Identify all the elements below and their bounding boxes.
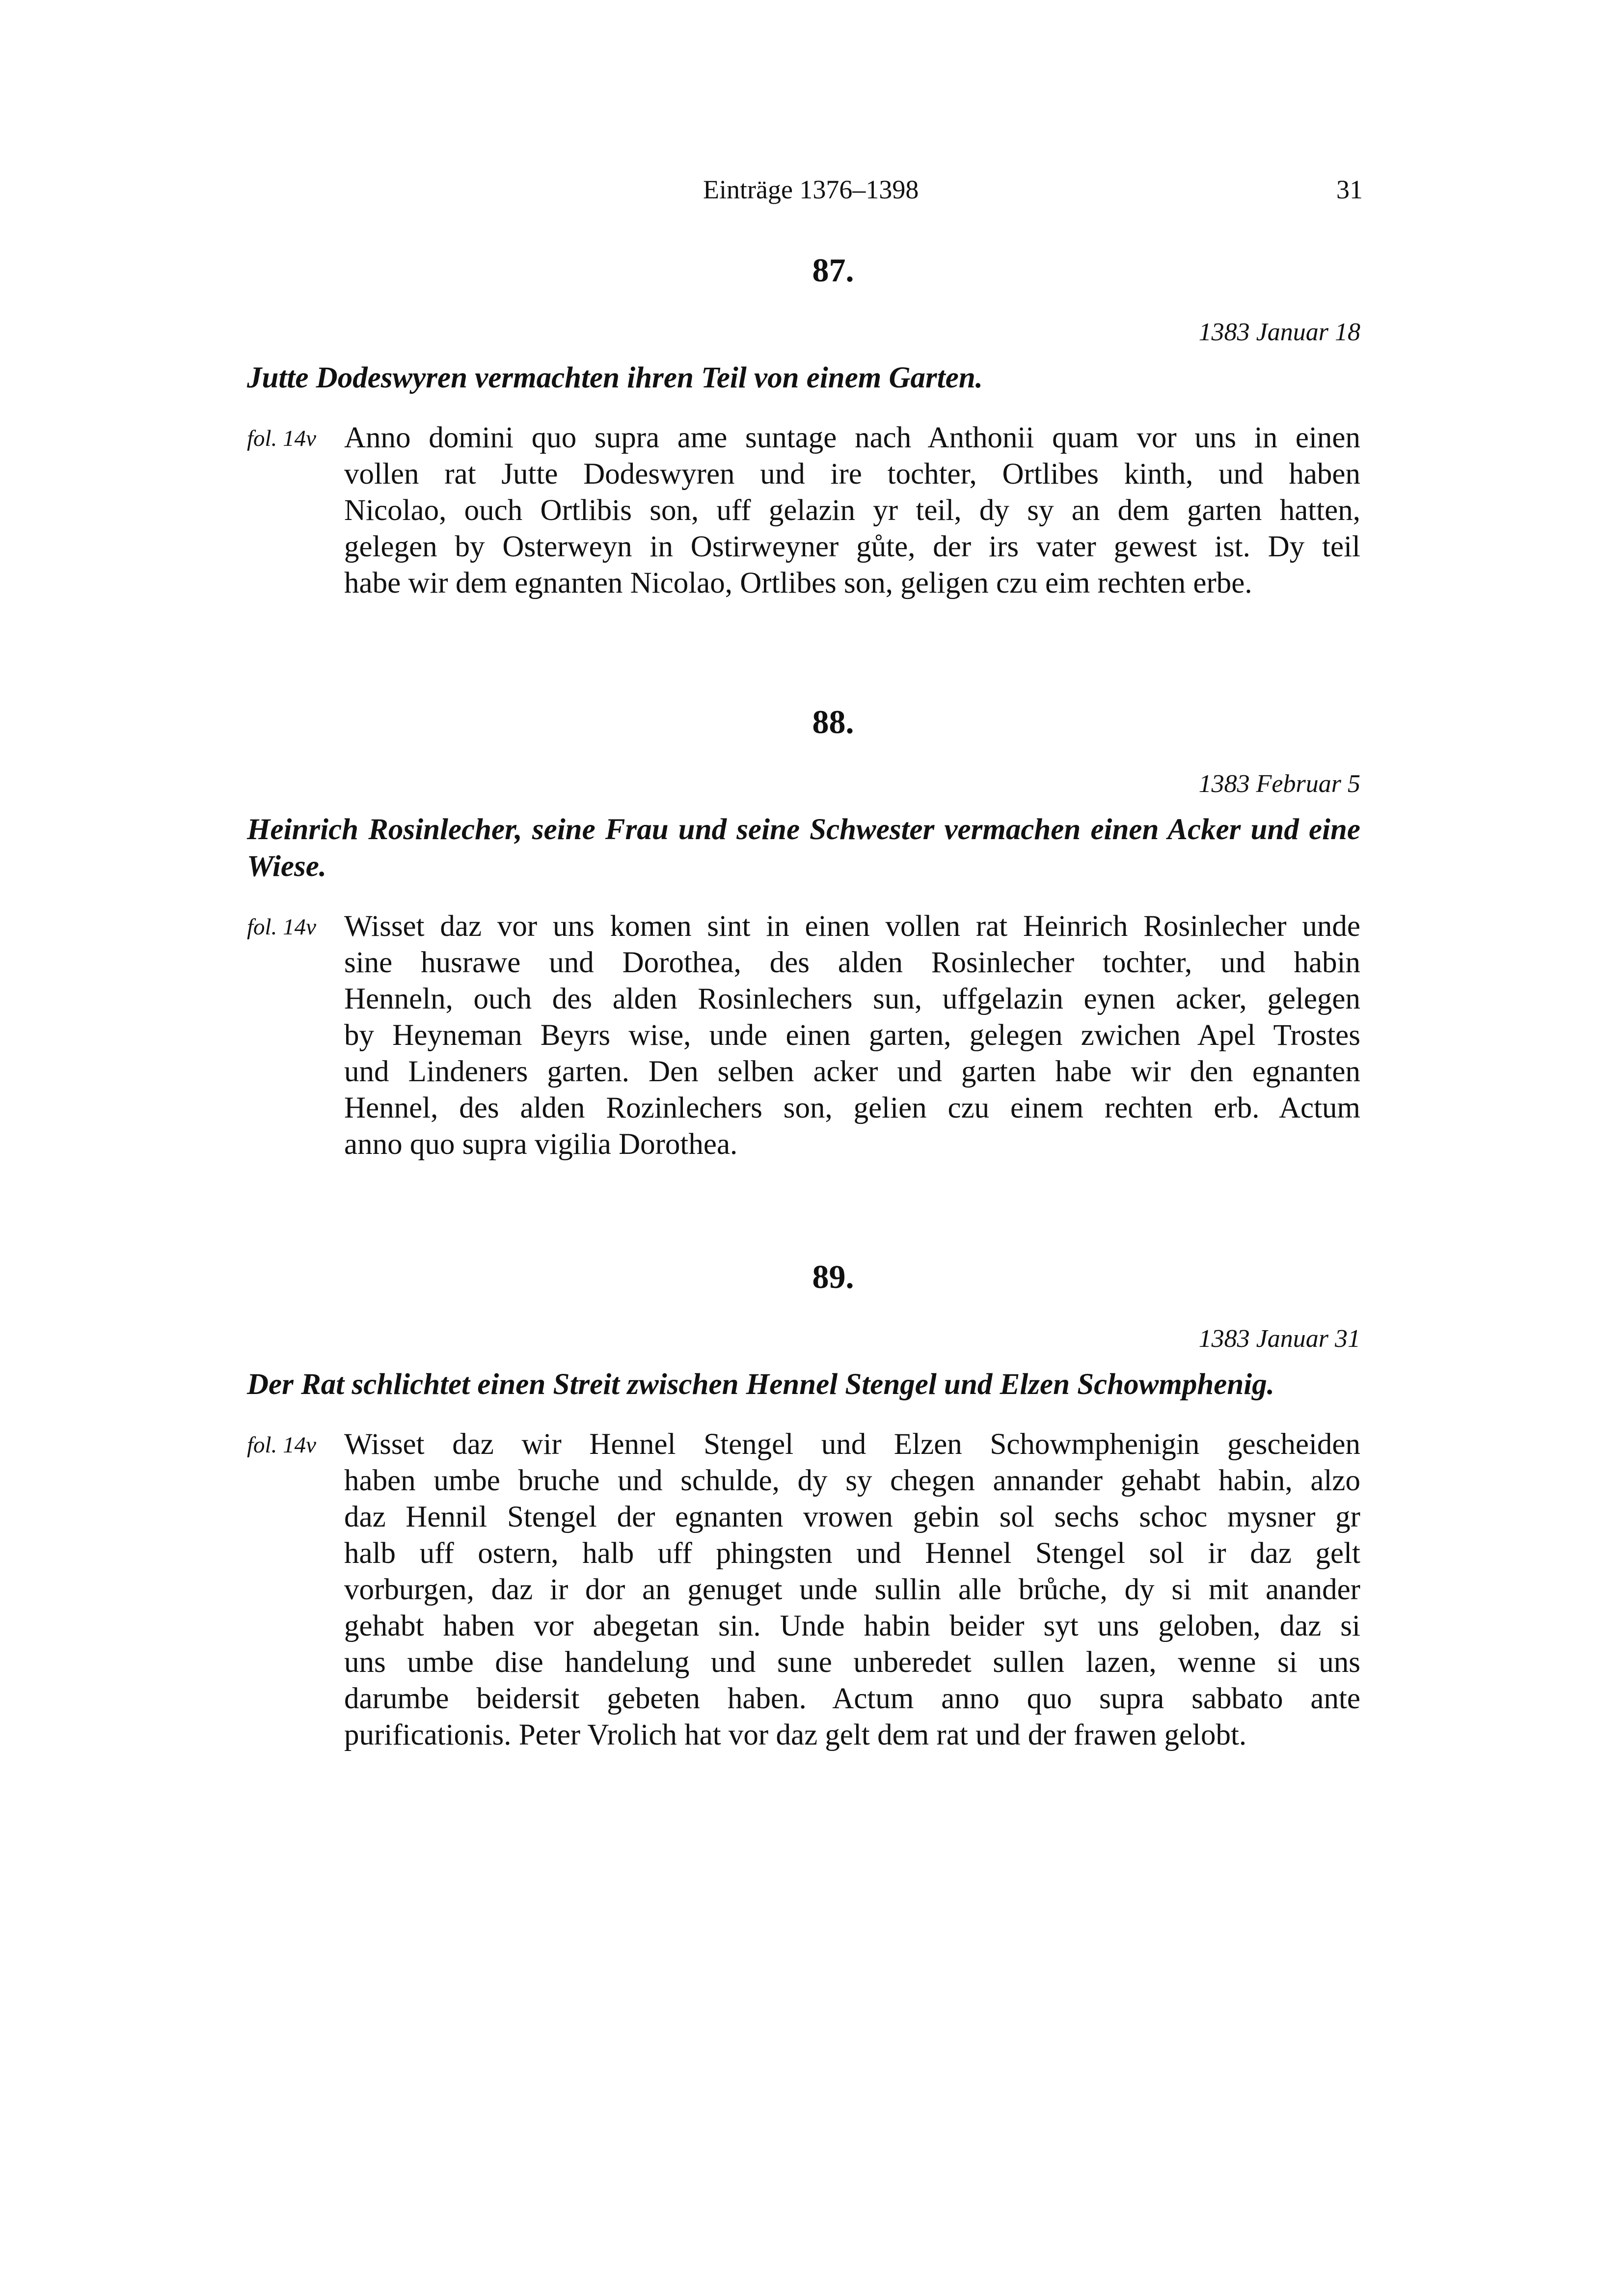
entry-87 — [247, 250, 1360, 601]
text-line: gelegen by Osterweyn in Ostirweyner gůte, der irs vater gewest ist. Dy teil — [344, 530, 1360, 563]
entry-date: 1383 Januar 31 — [1198, 1325, 1360, 1353]
entry-text — [344, 420, 1360, 601]
running-title: Einträge 1376–1398 — [703, 175, 919, 204]
text-line: vorburgen, daz ir dor an genuget unde sullin alle brůche, dy si mit anander — [344, 1573, 1360, 1606]
entry-number: 89. — [812, 1258, 854, 1295]
folio-reference: fol. 14v — [247, 426, 316, 451]
folio-reference: fol. 14v — [247, 914, 316, 940]
text-line: by Heyneman Beyrs wise, unde einen garten, gelegen zwichen Apel Trostes — [344, 1019, 1360, 1052]
entry-heading: Der Rat schlichtet einen Streit zwischen Hennel Stengel und Elzen Schowmphenig. — [247, 1368, 1274, 1401]
text-line: Anno domini quo supra ame suntage nach Anthonii quam vor uns in einen — [344, 421, 1360, 454]
entry-number: 88. — [812, 703, 854, 740]
entry-date: 1383 Januar 18 — [1198, 318, 1360, 346]
entry-89 — [247, 1257, 1360, 1753]
text-line: Wisset daz vor uns komen sint in einen vollen rat Heinrich Rosinlecher unde — [344, 910, 1360, 943]
entry-heading: Jutte Dodeswyren vermachten ihren Teil von einem Garten. — [247, 361, 983, 394]
entry-date: 1383 Februar 5 — [1198, 770, 1360, 798]
entry-body — [247, 1426, 1360, 1753]
text-line: sine husrawe und Dorothea, des alden Rosinlecher tochter, und habin — [344, 946, 1360, 979]
text-line: halb uff ostern, halb uff phingsten und Hennel Stengel sol ir daz gelt — [344, 1537, 1360, 1570]
entry-text — [344, 908, 1360, 1163]
entry-text — [344, 1426, 1360, 1753]
entry-body — [247, 908, 1360, 1163]
folio-reference: fol. 14v — [247, 1432, 316, 1458]
running-head — [0, 174, 1623, 214]
text-line: Nicolao, ouch Ortlibis son, uff gelazin yr teil, dy sy an dem garten hatten, — [344, 494, 1360, 527]
entry-heading: Heinrich Rosinlecher, seine Frau und seine Schwester vermachen einen Acker und eine Wiese. — [247, 813, 1360, 883]
text-line: Wisset daz wir Hennel Stengel und Elzen Schowmphenigin gescheiden — [344, 1428, 1360, 1461]
text-line: vollen rat Jutte Dodeswyren und ire tochter, Ortlibes kinth, und haben — [344, 458, 1360, 491]
text-line: Henneln, ouch des alden Rosinlechers sun, uffgelazin eynen acker, gelegen — [344, 983, 1360, 1015]
text-line: habe wir dem egnanten Nicolao, Ortlibes son, geligen czu eim rechten erbe. — [344, 567, 1252, 600]
text-line: anno quo supra vigilia Dorothea. — [344, 1128, 738, 1161]
page-number: 31 — [1336, 175, 1363, 204]
entry-88 — [247, 702, 1360, 1163]
entry-number: 87. — [812, 251, 854, 289]
text-line: uns umbe dise handelung und sune unberedet sullen lazen, wenne si uns — [344, 1646, 1360, 1679]
text-line: daz Hennil Stengel der egnanten vrowen gebin sol sechs schoc mysner gr — [344, 1501, 1360, 1533]
text-line: haben umbe bruche und schulde, dy sy chegen annander gehabt habin, alzo — [344, 1464, 1360, 1497]
text-line: purificationis. Peter Vrolich hat vor daz gelt dem rat und der frawen gelobt. — [344, 1719, 1247, 1751]
text-line: Hennel, des alden Rozinlechers son, gelien czu einem rechten erb. Actum — [344, 1092, 1360, 1124]
text-line: gehabt haben vor abegetan sin. Unde habin beider syt uns geloben, daz si — [344, 1610, 1360, 1642]
text-line: darumbe beidersit gebeten haben. Actum anno quo supra sabbato ante — [344, 1682, 1360, 1715]
text-line: und Lindeners garten. Den selben acker und garten habe wir den egnanten — [344, 1055, 1360, 1088]
entry-body — [247, 420, 1360, 601]
